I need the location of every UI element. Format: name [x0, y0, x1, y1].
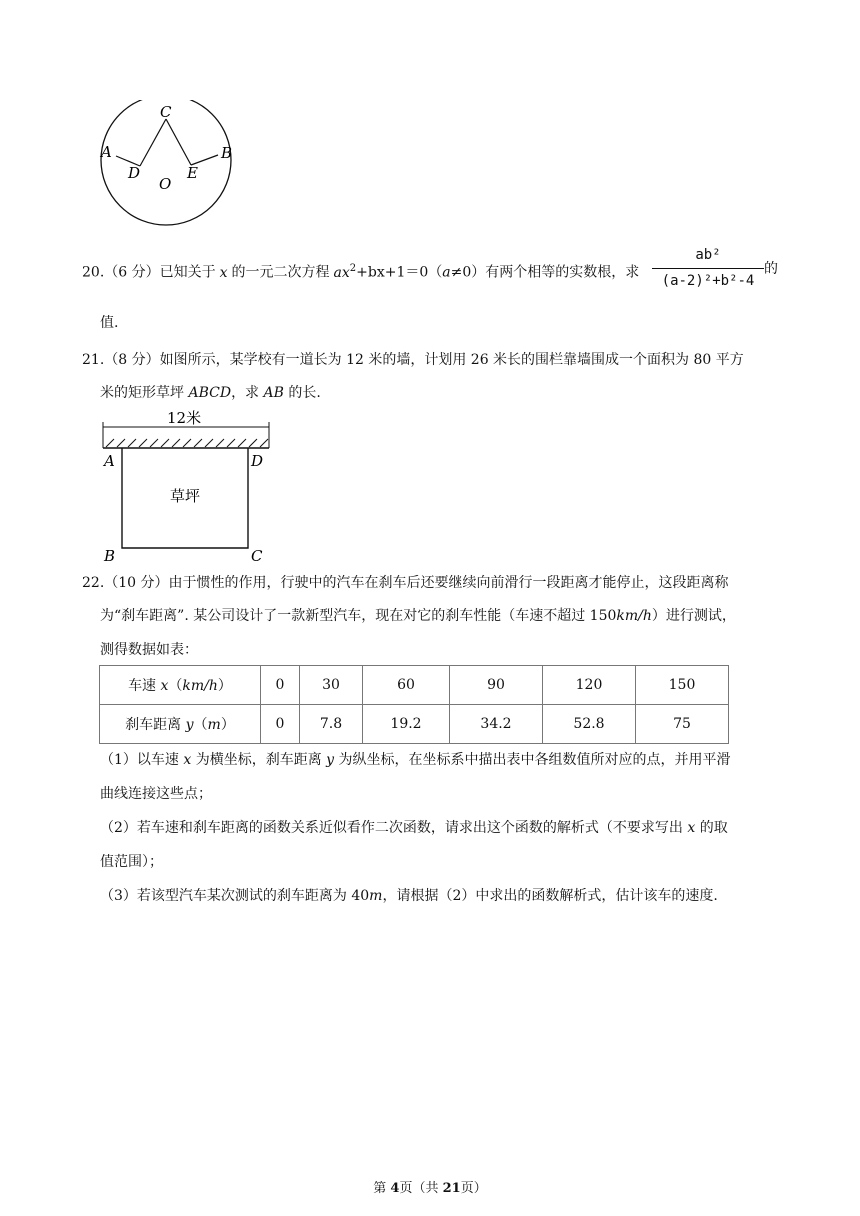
q22-line2-b: ）进行测试，: [651, 608, 736, 624]
table-cell: 7.8: [300, 705, 363, 744]
q22-p1-x: x: [183, 752, 192, 768]
q20-var-x: x: [219, 264, 228, 281]
q20-frac-bar: [652, 268, 764, 269]
q22-p1-c: 为纵坐标，在坐标系中描出表中各组数值所对应的点，并用平滑: [334, 752, 731, 768]
q21-line2-a: 米的矩形草坪: [100, 385, 189, 401]
q22-line3: 测得数据如表：: [100, 642, 198, 658]
q20-frac-denominator: (a-2)²+b²-4: [661, 273, 755, 289]
table-cell: 34.2: [450, 705, 543, 744]
q20-fraction: [652, 247, 764, 299]
q20-eq-cond-b: ≠0）: [450, 264, 486, 281]
q20-number: 20.: [82, 264, 105, 281]
q21-line2: [100, 383, 321, 403]
footer-c: 页）: [460, 1181, 487, 1196]
header-distance-unit: m: [207, 717, 221, 733]
table-cell: 19.2: [363, 705, 450, 744]
table-cell: 60: [363, 666, 450, 705]
q21-line2-c: 的长.: [283, 385, 321, 401]
q22-score: （10 分）: [104, 575, 169, 591]
label-c: C: [251, 547, 263, 565]
header-distance-var: y: [185, 717, 194, 733]
table-cell: 120: [543, 666, 636, 705]
label-o: O: [159, 175, 172, 193]
table-cell: 75: [636, 705, 729, 744]
q20-eq-b: +bx+1＝0（: [356, 264, 443, 281]
q22-p1-a: （1）以车速: [100, 752, 184, 768]
table-cell: 0: [261, 705, 300, 744]
q21-line1: [82, 350, 744, 370]
q20-frac-numerator: ab²: [695, 247, 721, 263]
label-d: D: [128, 164, 141, 182]
header-distance-paren-open: （: [193, 717, 208, 733]
circle-figure: [95, 100, 255, 235]
q20-text-b: 的一元二次方程: [231, 264, 330, 281]
q22-part1: [100, 750, 731, 770]
q20-text-a: 已知关于: [159, 264, 216, 281]
header-speed-paren-close: ）: [217, 678, 232, 694]
q22-part2-line2: 值范围）；: [100, 854, 163, 870]
header-speed-text: 车速: [128, 678, 161, 694]
header-speed-var: x: [160, 678, 169, 694]
data-table: [99, 665, 729, 744]
label-d: D: [251, 452, 264, 470]
wall-length-label: 12米: [167, 409, 202, 427]
label-a: A: [104, 452, 115, 470]
table-header-speed: [100, 666, 261, 705]
q20-text-c: 有两个相等的实数根，求: [485, 264, 640, 281]
q22-p2-b: 的取: [695, 820, 728, 836]
q20-eq-cond-a: a: [442, 264, 451, 281]
table-row: [100, 666, 729, 705]
q20-eq-sup: 2: [349, 263, 357, 274]
page-footer: [0, 1177, 860, 1196]
lawn-label: 草坪: [170, 487, 201, 505]
header-speed-unit: km/h: [182, 678, 218, 694]
segment-dc: [140, 119, 166, 166]
table-cell: 150: [636, 666, 729, 705]
q22-p1-y: y: [326, 752, 335, 768]
q22-part1-line2: 曲线连接这些点；: [100, 786, 212, 802]
q22-line2: [100, 606, 736, 626]
q22-p1-b: 为横坐标，刹车距离: [191, 752, 327, 768]
q20-eq-a: ax: [333, 264, 350, 281]
label-b: B: [221, 144, 233, 162]
footer-total-pages: 21: [442, 1181, 461, 1196]
table-cell: 52.8: [543, 705, 636, 744]
footer-page-number: 4: [390, 1181, 400, 1196]
q21-rect-name: ABCD: [188, 385, 232, 401]
q22-number: 22.: [82, 575, 105, 591]
q20-line2: 值.: [100, 315, 119, 331]
table-cell: 0: [261, 666, 300, 705]
q22-p2-x: x: [687, 820, 696, 836]
q22-line1: [82, 573, 729, 593]
q20-line1: [82, 259, 639, 283]
q22-p3-b: ，请根据（2）中求出的函数解析式，估计该车的速度.: [382, 888, 718, 904]
table-row: [100, 705, 729, 744]
footer-a: 第: [373, 1181, 391, 1196]
q22-part3: [100, 886, 718, 906]
q22-speed-unit: km/h: [616, 608, 652, 624]
label-e: E: [187, 164, 198, 182]
table-header-distance: [100, 705, 261, 744]
label-b: B: [104, 547, 116, 565]
header-distance-paren-close: ）: [220, 717, 235, 733]
q21-score: （8 分）: [104, 352, 160, 368]
q20-text-d: 的: [764, 261, 778, 277]
segment-ce: [166, 119, 191, 165]
label-c: C: [160, 103, 172, 121]
table-cell: 90: [450, 666, 543, 705]
wall-hatching: [106, 439, 268, 447]
q21-line1-text: 如图所示，某学校有一道长为 12 米的墙，计划用 26 米长的围栏靠墙围成一个面积为 80 平方: [159, 352, 744, 368]
header-speed-paren-open: （: [168, 678, 183, 694]
q22-p3-a: （3）若该型汽车某次测试的刹车距离为 40: [100, 888, 370, 904]
q22-line1-text: 由于惯性的作用，行驶中的汽车在刹车后还要继续向前滑行一段距离才能停止，这段距离称: [168, 575, 729, 591]
label-a: A: [101, 143, 112, 161]
q22-p3-m: m: [369, 888, 383, 904]
table-cell: 30: [300, 666, 363, 705]
q22-p2-a: （2）若车速和刹车距离的函数关系近似看作二次函数，请求出这个函数的解析式（不要求写出: [100, 820, 688, 836]
q21-number: 21.: [82, 352, 105, 368]
q21-ab: AB: [263, 385, 284, 401]
footer-b: 页（共: [399, 1181, 443, 1196]
q20-score: （6 分）: [104, 264, 160, 281]
header-distance-text: 刹车距离: [125, 717, 186, 733]
q22-part2: [100, 818, 728, 838]
lawn-figure: [95, 405, 275, 565]
q22-line2-a: 为“刹车距离”. 某公司设计了一款新型汽车，现在对它的刹车性能（车速不超过 150: [100, 608, 617, 624]
q21-line2-b: ，求: [231, 385, 264, 401]
